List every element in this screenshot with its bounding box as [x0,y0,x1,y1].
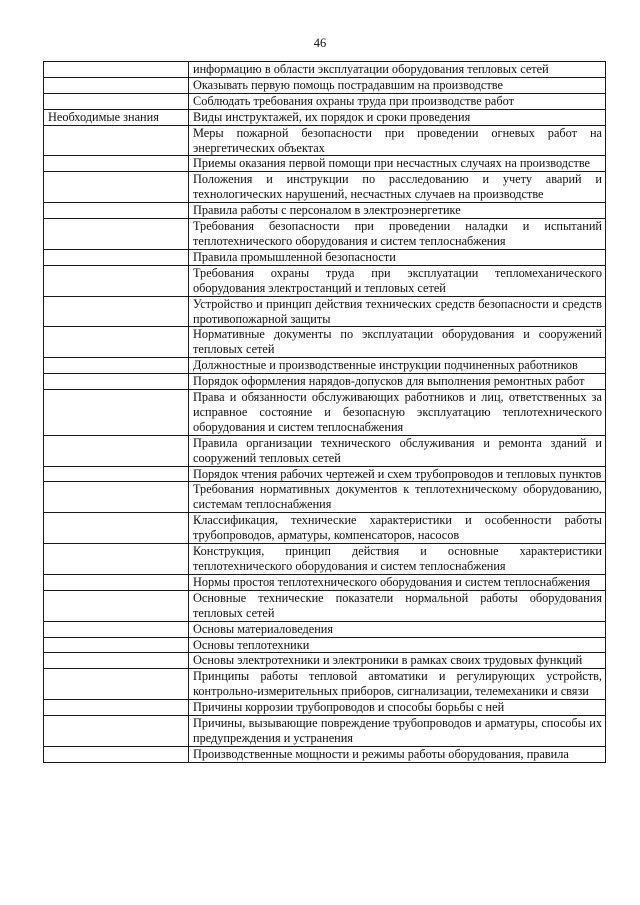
requirement-cell: Оказывать первую помощь пострадавшим на производстве [189,77,606,93]
requirement-cell: Устройство и принцип действия технических средств безопасности и средств противопожарной защиты [189,296,606,327]
requirement-cell: Права и обязанности обслуживающих работников и лиц, ответственных за исправное состояние и безопасную эксплуатацию теплотехнического оборудования и систем теплоснабжения [189,390,606,436]
table-row [44,265,606,296]
requirement-cell: Основы теплотехники [189,637,606,653]
requirement-cell: Конструкция, принцип действия и основные характеристики теплотехнического оборудования и систем теплоснабжения [189,544,606,575]
category-cell [44,62,189,78]
requirement-cell: Причины коррозии трубопроводов и способы борьбы с ней [189,700,606,716]
category-cell [44,513,189,544]
table-row [44,62,606,78]
table-row [44,219,606,250]
table-row [44,93,606,109]
requirement-cell: Нормативные документы по эксплуатации оборудования и сооружений тепловых сетей [189,327,606,358]
table-row [44,700,606,716]
category-cell [44,358,189,374]
page-number: 46 [313,36,327,50]
category-cell [44,219,189,250]
category-cell [44,637,189,653]
requirement-cell: Приемы оказания первой помощи при несчастных случаях на производстве [189,156,606,172]
category-cell [44,466,189,482]
table-row [44,435,606,466]
category-cell [44,653,189,669]
requirement-cell: Требования безопасности при проведении наладки и испытаний теплотехнического оборудования и систем теплоснабжения [189,219,606,250]
category-cell [44,669,189,700]
requirement-cell: Порядок чтения рабочих чертежей и схем трубопроводов и тепловых пунктов [189,466,606,482]
table-row [44,125,606,156]
category-cell [44,172,189,203]
requirement-cell: Требования охраны труда при эксплуатации тепломеханического оборудования электростанций и тепловых сетей [189,265,606,296]
requirements-table [43,61,606,763]
category-cell [44,716,189,747]
category-cell [44,156,189,172]
category-cell [44,390,189,436]
category-cell [44,265,189,296]
requirement-cell: информацию в области эксплуатации оборудования тепловых сетей [189,62,606,78]
requirement-cell: Положения и инструкции по расследованию и учету аварий и технологических нарушений, несчастных случаев на производстве [189,172,606,203]
table-row [44,513,606,544]
table-row [44,296,606,327]
category-cell [44,327,189,358]
table-row [44,327,606,358]
category-cell [44,746,189,762]
requirement-cell: Меры пожарной безопасности при проведении огневых работ на энергетических объектах [189,125,606,156]
requirement-cell: Производственные мощности и режимы работы оборудования, правила [189,746,606,762]
table-row [44,172,606,203]
table-row [44,653,606,669]
table-row [44,716,606,747]
table-row [44,590,606,621]
table-row [44,249,606,265]
requirement-cell: Правила организации технического обслуживания и ремонта зданий и сооружений тепловых сетей [189,435,606,466]
category-cell [44,482,189,513]
category-cell [44,544,189,575]
requirement-cell: Соблюдать требования охраны труда при производстве работ [189,93,606,109]
category-cell [44,621,189,637]
requirement-cell: Правила промышленной безопасности [189,249,606,265]
requirement-cell: Должностные и производственные инструкции подчиненных работников [189,358,606,374]
requirement-cell: Основные технические показатели нормальной работы оборудования тепловых сетей [189,590,606,621]
category-cell [44,77,189,93]
requirement-cell: Причины, вызывающие повреждение трубопроводов и арматуры, способы их предупреждения и устранения [189,716,606,747]
category-cell [44,249,189,265]
category-cell [44,93,189,109]
requirement-cell: Основы материаловедения [189,621,606,637]
table-row [44,574,606,590]
table-row [44,669,606,700]
table-row [44,390,606,436]
requirement-cell: Классификация, технические характеристики и особенности работы трубопроводов, арматуры, компенсаторов, насосов [189,513,606,544]
category-cell-required-knowledge: Необходимые знания [44,109,189,125]
category-cell [44,374,189,390]
requirement-cell: Основы электротехники и электроники в рамках своих трудовых функций [189,653,606,669]
category-cell [44,574,189,590]
category-cell [44,296,189,327]
table-row [44,358,606,374]
table-row [44,374,606,390]
requirement-cell: Виды инструктажей, их порядок и сроки проведения [189,109,606,125]
requirement-cell: Правила работы с персоналом в электроэнергетике [189,203,606,219]
requirement-cell: Принципы работы тепловой автоматики и регулирующих устройств, контрольно-измерительных приборов, сигнализации, телемеханики и связи [189,669,606,700]
category-cell [44,590,189,621]
table-row [44,746,606,762]
requirement-cell: Требования нормативных документов к теплотехническому оборудованию, системам теплоснабжения [189,482,606,513]
table-row [44,156,606,172]
table-row [44,109,606,125]
requirement-cell: Порядок оформления нарядов-допусков для выполнения ремонтных работ [189,374,606,390]
table-row [44,203,606,219]
table-row [44,482,606,513]
category-cell [44,700,189,716]
table-row [44,466,606,482]
requirement-cell: Нормы простоя теплотехнического оборудования и систем теплоснабжения [189,574,606,590]
table-row [44,637,606,653]
category-cell [44,203,189,219]
table-row [44,544,606,575]
category-cell [44,125,189,156]
table-row [44,621,606,637]
table-row [44,77,606,93]
category-cell [44,435,189,466]
